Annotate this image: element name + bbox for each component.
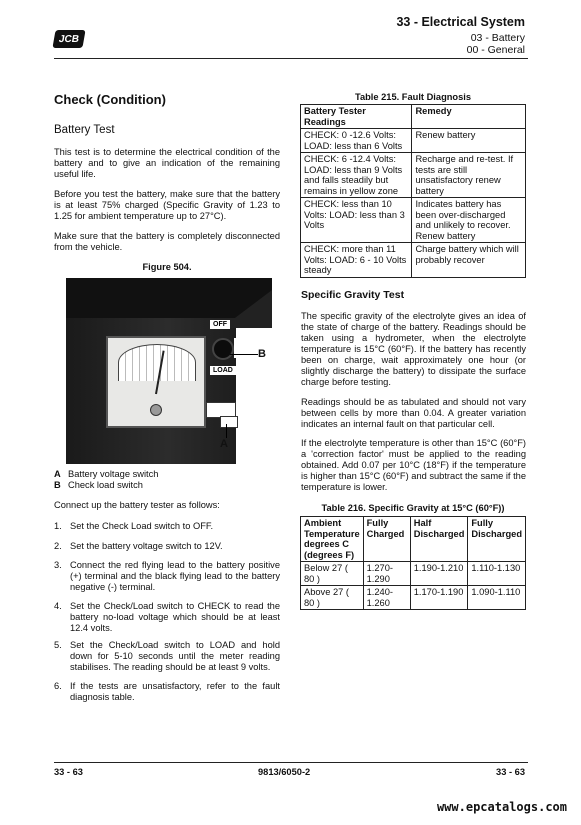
- table-cell: Indicates battery has been over-discharged and unlikely to recover. Renew battery: [412, 198, 526, 243]
- fault-diagnosis-table: [300, 104, 526, 278]
- list-item: [54, 601, 280, 635]
- callout-b: B: [258, 348, 266, 360]
- readings-paragraph: Readings should be as tabulated and should not vary between cells by more than 0.04. A greater variation indicates an internal fault on that particular cell.: [301, 397, 526, 429]
- step-number: 5.: [54, 640, 62, 650]
- legend-item-a: [54, 469, 158, 479]
- page-number-left: 33 - 63: [54, 767, 83, 777]
- list-item: [54, 640, 280, 674]
- column-header: Fully Charged: [363, 517, 410, 562]
- column-header: Fully Discharged: [468, 517, 526, 562]
- table-row: [301, 129, 526, 153]
- step-number: 4.: [54, 601, 62, 611]
- battery-test-heading: Battery Test: [54, 124, 115, 136]
- step-number: 1.: [54, 521, 62, 531]
- column-header: Half Discharged: [410, 517, 468, 562]
- list-item: [54, 541, 280, 553]
- legend-item-b: [54, 480, 143, 490]
- specific-gravity-paragraph: The specific gravity of the electrolyte gives an idea of the state of charge of the battery. Readings should be taken using a hydrometer, when the electrolyte temperature is 15°C (60°F). If the battery has recently been on charge, wait approximately one hour (or slightly discharge the battery) to dissipate the surface charge before testing.: [301, 311, 526, 387]
- table-header-row: [301, 105, 526, 129]
- jcb-logo: [52, 30, 85, 48]
- step-text: Connect the red flying lead to the battery positive (+) terminal and the black flying lead to the battery negative (-) terminal.: [70, 560, 280, 592]
- table-cell: Above 27 ( 80 ): [301, 586, 364, 610]
- step-number: 2.: [54, 541, 62, 551]
- table-header-row: [301, 517, 526, 562]
- page-heading: Check (Condition): [54, 92, 166, 107]
- table-row: [301, 562, 526, 586]
- header-rule: [54, 58, 528, 59]
- callout-a: A: [220, 438, 228, 450]
- legend-text: Check load switch: [68, 480, 143, 490]
- column-header: Remedy: [412, 105, 526, 129]
- meter-adjust-screw: [150, 404, 162, 416]
- watermark-url: www.epcatalogs.com: [436, 800, 567, 814]
- off-label: OFF: [210, 320, 230, 329]
- step-text: Set the Check/Load switch to LOAD and hold down for 5-10 seconds until the meter reading stabilises. The reading should be at least 9 volts.: [70, 640, 280, 672]
- logo-text: JCB: [58, 33, 80, 45]
- table-row: [301, 198, 526, 243]
- callout-a-line: [226, 424, 227, 438]
- step-text: Set the Check Load switch to OFF.: [70, 521, 214, 531]
- step-text: Set the Check/Load switch to CHECK to read the battery no-load voltage which should be at least 12.4 volts.: [70, 601, 280, 633]
- section-title: 33 - Electrical System: [396, 15, 525, 29]
- voltage-switch: [220, 416, 238, 428]
- table-cell: 1.240-1.260: [363, 586, 410, 610]
- table-row: [301, 586, 526, 610]
- step-number: 6.: [54, 681, 62, 691]
- legend-text: Battery voltage switch: [68, 469, 159, 479]
- page-number-right: 33 - 63: [496, 767, 525, 777]
- column-header: Ambient Temperature degrees C (degrees F): [301, 517, 364, 562]
- footer-rule: [54, 762, 528, 763]
- table-cell: CHECK: 6 -12.4 Volts: LOAD: less than 9 Volts and falls steadily but remains in yellow zone: [301, 153, 412, 198]
- specific-gravity-heading: Specific Gravity Test: [301, 289, 405, 301]
- correction-paragraph: If the electrolyte temperature is other than 15°C (60°F) a 'correction factor' must be applied to the reading obtained. Add 0.07 per 10°C (18°F) if the temperature is higher than 15°C (60°F) and subtract the same if the temperature is lower.: [301, 438, 526, 492]
- table-cell: Charge battery which will probably recover: [412, 243, 526, 278]
- table-cell: 1.110-1.130: [468, 562, 526, 586]
- charge-paragraph: Before you test the battery, make sure that the battery is at least 75% charged (Specific Gravity of 1.23 to 1.25 for ambient temperature up to 27°C).: [54, 189, 280, 221]
- table-row: [301, 153, 526, 198]
- connect-intro: Connect up the battery tester as follows:: [54, 500, 220, 510]
- list-item: [54, 560, 280, 594]
- list-item: [54, 521, 280, 533]
- specific-gravity-table: [300, 516, 526, 610]
- load-label: LOAD: [210, 366, 236, 375]
- check-load-knob: [212, 338, 234, 360]
- knob-label-plate: [234, 338, 244, 358]
- section-subtitle-general: 00 - General: [466, 44, 525, 56]
- step-text: If the tests are unsatisfactory, refer to the fault diagnosis table.: [70, 681, 280, 702]
- battery-tester-figure: [66, 278, 272, 464]
- list-item: [54, 681, 280, 705]
- table-cell: CHECK: 0 -12.6 Volts: LOAD: less than 6 Volts: [301, 129, 412, 153]
- table-cell: CHECK: less than 10 Volts: LOAD: less than 3 Volts: [301, 198, 412, 243]
- step-number: 3.: [54, 560, 62, 570]
- table-cell: Renew battery: [412, 129, 526, 153]
- callout-b-line: [230, 354, 258, 355]
- table-215-caption: Table 215. Fault Diagnosis: [354, 92, 472, 102]
- table-cell: 1.190-1.210: [410, 562, 468, 586]
- tester-top: [66, 278, 272, 318]
- legend-key: A: [54, 469, 61, 479]
- voltage-meter: [106, 336, 206, 428]
- table-216-caption: Table 216. Specific Gravity at 15°C (60°F)): [321, 503, 505, 513]
- disconnect-paragraph: Make sure that the battery is completely disconnected from the vehicle.: [54, 231, 280, 252]
- table-cell: 1.170-1.190: [410, 586, 468, 610]
- table-cell: Below 27 ( 80 ): [301, 562, 364, 586]
- section-subtitle-battery: 03 - Battery: [470, 32, 525, 44]
- table-cell: 1.090-1.110: [468, 586, 526, 610]
- table-cell: CHECK: more than 11 Volts: LOAD: 6 - 10 Volts steady: [301, 243, 412, 278]
- meter-scale: [118, 344, 196, 381]
- intro-paragraph: This test is to determine the electrical condition of the battery and to give an indication of the remaining useful life.: [54, 147, 280, 179]
- table-cell: 1.270-1.290: [363, 562, 410, 586]
- step-text: Set the battery voltage switch to 12V.: [70, 541, 223, 551]
- column-header: Battery Tester Readings: [301, 105, 412, 129]
- table-row: [301, 243, 526, 278]
- legend-key: B: [54, 480, 61, 490]
- table-cell: Recharge and re-test. If tests are still unsatisfactory renew battery: [412, 153, 526, 198]
- figure-caption: Figure 504.: [142, 262, 192, 272]
- document-number: 9813/6050-2: [258, 767, 311, 777]
